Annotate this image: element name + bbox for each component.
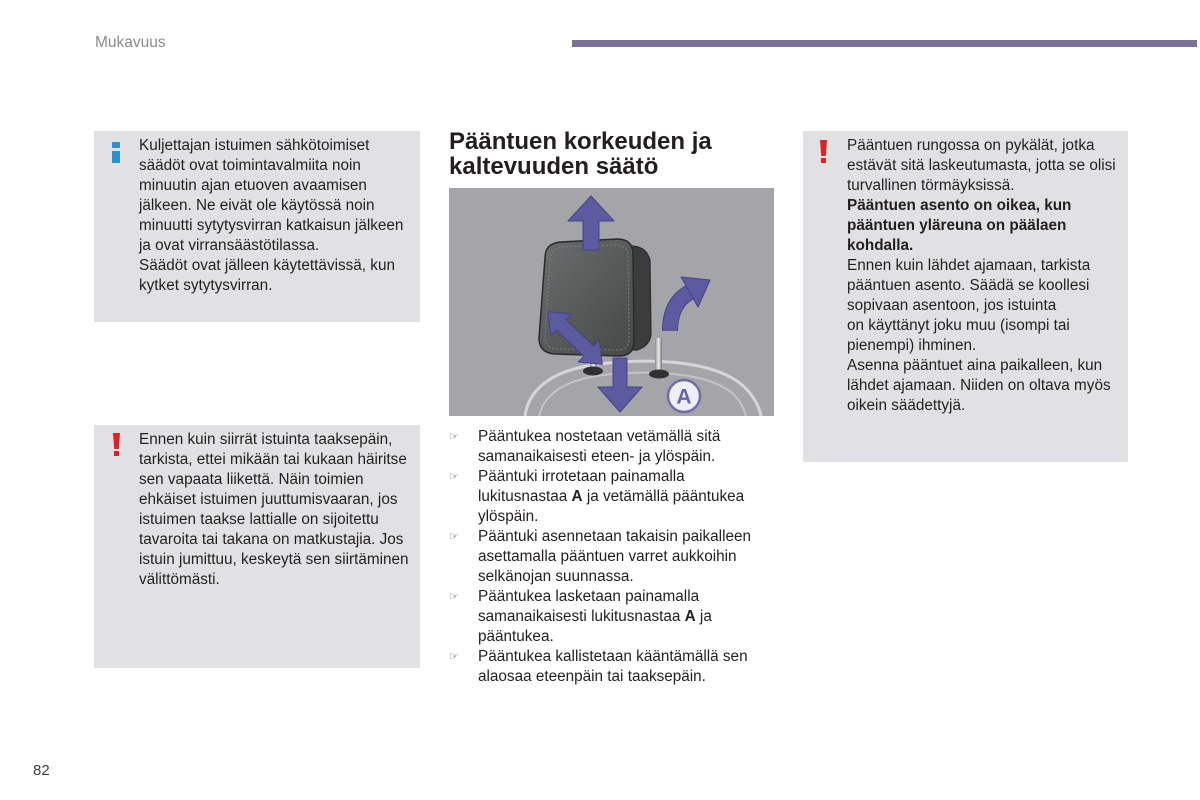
info-icon-dot bbox=[112, 142, 120, 148]
section-header: Mukavuus bbox=[95, 34, 166, 51]
post-guide-right bbox=[649, 370, 669, 379]
warning-correct-position: Pääntuen asento on oikea, kun pääntuen yläreuna on päälaen kohdalla. bbox=[847, 197, 1072, 254]
pointing-hand-icon bbox=[449, 527, 463, 547]
callout-label: A bbox=[676, 385, 692, 409]
headrest-warning-note bbox=[803, 131, 1128, 462]
headrest-front bbox=[539, 239, 634, 356]
step-text-part: Pääntuki irrotetaan painamalla lukitusnastaa bbox=[478, 468, 685, 505]
page-title: Pääntuen korkeuden ja kaltevuuden säätö bbox=[449, 128, 712, 180]
warning-icon bbox=[820, 140, 827, 163]
info-note-text: Kuljettajan istuimen sähkötoimiset säädöt ovat toimintavalmiita noin minuutin ajan etuoven avaamisen jälkeen. Ne eivät ole käytössä noin minuutti sytytysvirran katkaisun jälkeen ja ovat virransäästötilassa. Säädöt ovat jälleen käytettävissä, kun kytket sytytysvirran. bbox=[139, 137, 404, 294]
info-note bbox=[94, 131, 420, 322]
header-accent-bar bbox=[572, 40, 1197, 47]
page-number: 82 bbox=[33, 762, 50, 779]
step-text-part: Pääntukea kallistetaan kääntämällä sen alaosaa eteenpäin tai taaksepäin. bbox=[478, 648, 748, 685]
seat-warning-text: Ennen kuin siirrät istuinta taaksepäin, tarkista, ettei mikään tai kukaan häiritse sen vapaata liikettä. Näin toimien ehkäiset istuimen juuttumisvaaran, jos istuimen taakse lattialle on sijoitettu tavaroita tai takana on matkustajia. Jos istuin jumittuu, keskeytä sen siirtäminen välittömästi. bbox=[139, 431, 409, 588]
list-item bbox=[449, 527, 751, 587]
warning-icon-dot bbox=[114, 451, 119, 456]
adjustment-steps bbox=[449, 427, 751, 687]
pointing-hand-icon bbox=[449, 587, 463, 607]
warning-check-before-driving: Ennen kuin lähdet ajamaan, tarkista pääntuen asento. Säädä se koollesi sopivaan asentoon, jos istuinta on käyttänyt joku muu (isompi tai pienempi) ihminen. bbox=[847, 257, 1091, 354]
seat-warning-note bbox=[94, 425, 420, 668]
warning-icon bbox=[113, 433, 120, 456]
info-icon-stem bbox=[112, 151, 120, 163]
step-text-part: Pääntukea lasketaan painamalla samanaikaisesti lukitusnastaa bbox=[478, 588, 700, 625]
step-text bbox=[478, 528, 751, 585]
warning-intro: Pääntuen rungossa on pykälät, jotka estävät sitä laskeutumasta, jotta se olisi turvallinen törmäyksissä. bbox=[847, 137, 1116, 194]
warning-icon-stem bbox=[820, 140, 827, 156]
step-text bbox=[478, 588, 712, 645]
step-text bbox=[478, 468, 744, 525]
warning-icon-dot bbox=[821, 158, 826, 163]
step-text-part: Pääntuki asennetaan takaisin paikalleen asettamalla pääntuen varret aukkoihin selkänojan suunnassa. bbox=[478, 528, 751, 585]
headrest-adjustment-illustration bbox=[449, 188, 774, 416]
step-text bbox=[478, 648, 748, 685]
pointing-hand-icon bbox=[449, 647, 463, 667]
locking-pin-reference: A bbox=[571, 488, 583, 505]
info-icon bbox=[112, 142, 120, 163]
step-text-part: Pääntukea nostetaan vetämällä sitä samanaikaisesti eteen- ja ylöspäin. bbox=[478, 428, 721, 465]
list-item bbox=[449, 587, 751, 647]
locking-pin-callout bbox=[668, 380, 700, 412]
warning-always-install: Asenna pääntuet aina paikalleen, kun lähdet ajamaan. Niiden on oltava myös oikein säädettyjä. bbox=[847, 357, 1111, 414]
headrest-warning-text bbox=[847, 136, 1116, 416]
step-text-part: ja vetämällä pääntukea ylöspäin. bbox=[478, 488, 745, 525]
headrest-figure bbox=[449, 188, 774, 416]
pointing-hand-icon bbox=[449, 467, 463, 487]
list-item bbox=[449, 467, 751, 527]
warning-icon-stem bbox=[113, 433, 120, 449]
step-text-part: ja pääntukea. bbox=[478, 608, 712, 645]
headrest-post-right bbox=[655, 338, 662, 372]
pointing-hand-icon bbox=[449, 427, 463, 447]
list-item bbox=[449, 647, 751, 687]
post-guide-left bbox=[583, 367, 603, 376]
locking-pin-reference: A bbox=[684, 608, 696, 625]
list-item bbox=[449, 427, 751, 467]
step-text bbox=[478, 428, 720, 465]
